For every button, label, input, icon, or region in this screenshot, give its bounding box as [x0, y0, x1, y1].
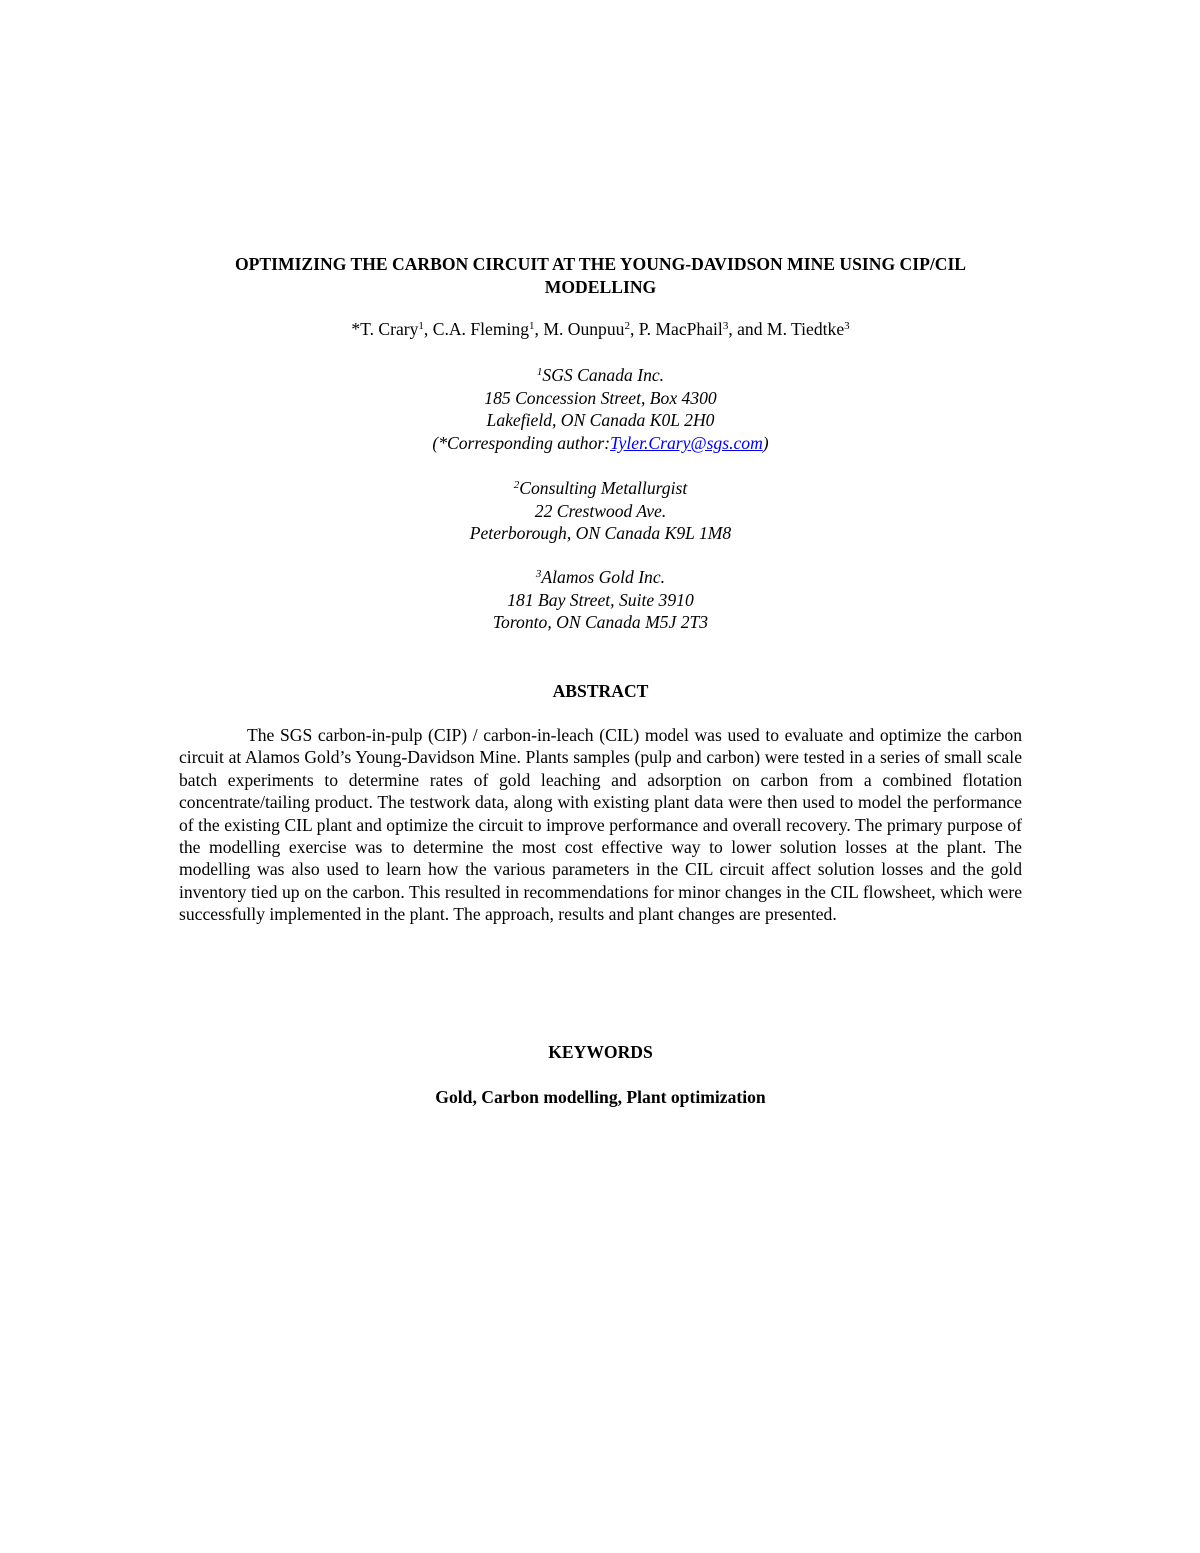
author: P. MacPhail$^3$, and — [638, 319, 767, 339]
author: M. Tiedtke$^3$ — [766, 319, 850, 339]
author: M. Ounpuu$^2$, — [543, 319, 639, 339]
abstract-text: The SGS carbon-in-pulp (CIP) / carbon-in-leach (CIL) model was used to evaluate and optimize the carbon circuit at Alamos Gold’s Young-Davidson Mine. Plants samples (pulp and carbon) were tested in a series of small scale batch experiments to determine rates of gold leaching and adsorption on carbon from a combined flotation concentrate/tailing product. The testwork data, along with existing plant data were then used to model the performance of the existing CIL plant and optimize the circuit to improve performance and overall recovery. The primary purpose of the modelling exercise was to determine the most cost effective way to lower solution losses at the plant. The modelling was also used to learn how the various parameters in the CIL circuit affect solution losses and the gold inventory tied up on the carbon. This resulted in recommendations for minor changes in the CIL flowsheet, which were successfully implemented in the plant. The approach, results and plant changes are presented. — [179, 725, 1022, 925]
affiliation-sgs: $^1$SGS Canada Inc. 185 Concession Street, Box 4300 Lakefield, ON Canada K0L 2H0 (*Corresponding author:Tyler.Crary@sgs.com) — [179, 364, 1022, 454]
author: *T. Crary$^1$, — [351, 319, 433, 339]
affiliation-consulting: $^2$Consulting Metallurgist 22 Crestwood Ave. Peterborough, ON Canada K9L 1M8 — [469, 478, 732, 544]
email-link[interactable]: Tyler.Crary@sgs.com — [610, 432, 763, 453]
keywords-text: Gold, Carbon modelling, Plant optimization — [435, 1087, 766, 1107]
author-list — [179, 318, 1022, 341]
corresponding-author: (*Corresponding author:Tyler.Crary@sgs.com) — [432, 432, 769, 453]
paper-page — [179, 0, 1022, 1553]
abstract-heading: ABSTRACT — [552, 681, 649, 701]
paper-title: OPTIMIZING THE CARBON CIRCUIT AT THE YOUNG-DAVIDSON MINE USING CIP/CIL MODELLING — [234, 254, 967, 297]
author: C.A. Fleming$^1$, — [432, 319, 544, 339]
keywords-heading: KEYWORDS — [548, 1042, 653, 1062]
affiliation-alamos: $^3$Alamos Gold Inc. 181 Bay Street, Suite 3910 Toronto, ON Canada M5J 2T3 — [492, 567, 709, 633]
